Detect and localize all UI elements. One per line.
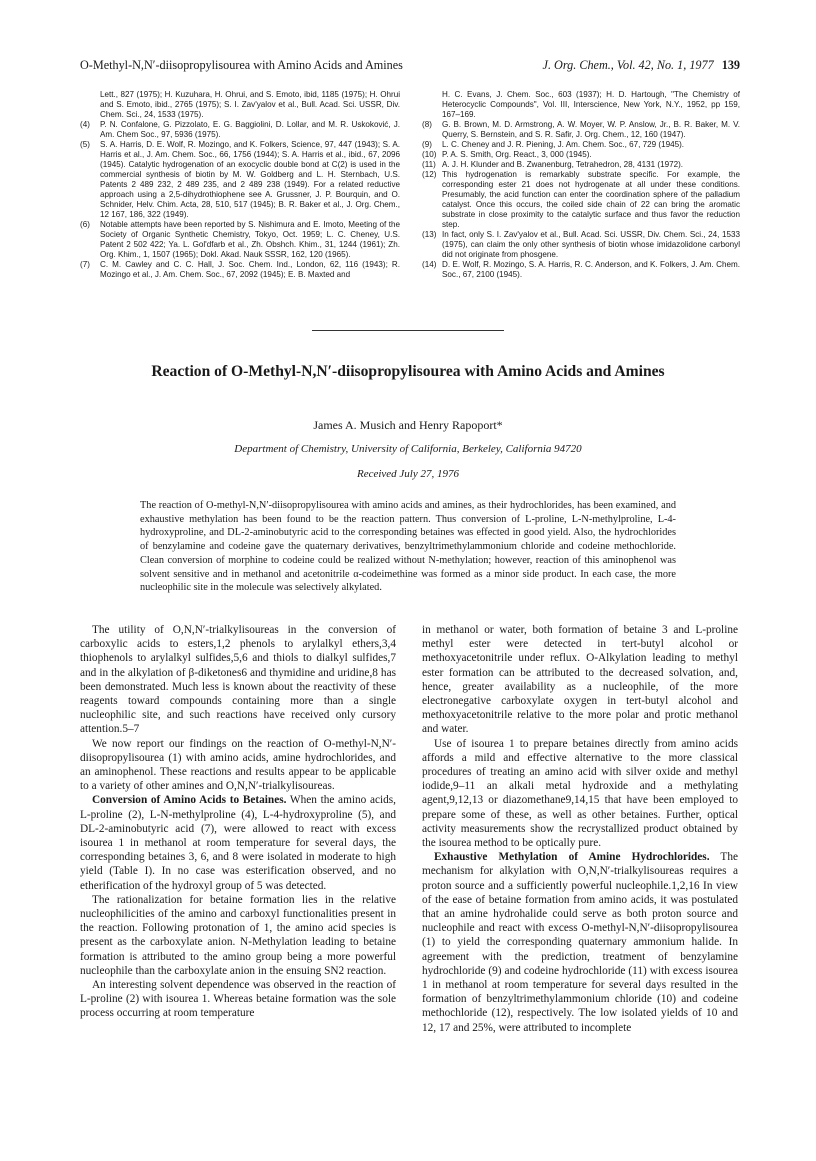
reference-text: C. M. Cawley and C. C. Hall, J. Soc. Chem. Ind., London, 62, 116 (1943); R. Mozingo et al., J. Am. Chem. Soc., 67, 2092 (1945); E. B. Maxted and bbox=[100, 260, 400, 279]
body-paragraph bbox=[422, 850, 738, 1035]
body-paragraph bbox=[80, 737, 396, 794]
paragraph-text: The rationalization for betaine formation lies in the relative nucleophilicities of the amino and carboxyl functionalities present in the reaction. Following protonation of 1, the amino acid species is present as the carboxylate anion. N-Methylation leading to betaine formation is attributed to the amino group being a more powerful nucleophile than the carboxylate anion in the ensuing SN2 reaction. bbox=[80, 893, 396, 977]
reference-item bbox=[422, 150, 740, 160]
reference-number bbox=[422, 90, 442, 120]
article-authors: James A. Musich and Henry Rapoport* bbox=[313, 418, 503, 432]
body-right-column bbox=[422, 623, 738, 1035]
paragraph-text: The mechanism for alkylation with O,N,N′-trialkylisoureas requires a proton source and a sufficiently powerful nucleophile.1,2,16 In view of the ease of betaine formation from amino acids, it was postulated that an amine hydrohalide could serve as both proton source and nucleophile and react with excess O-methyl-N,N′-diisopropylisourea (1) to yield the corresponding quaternary ammonium halide. In agreement with the prediction, treatment of benzylamine hydrochloride (9) and codeine hydrochloride (11) with excess isourea 1 in methanol at room temperature for several days resulted in the formation of benzyltrimethylammonium chloride (10) and codeine methochloride (12), respectively. The low isolated yields of 10 and 12, 17 and 25%, were attributed to incomplete bbox=[422, 851, 738, 1034]
section-divider bbox=[312, 330, 504, 331]
running-head bbox=[80, 58, 740, 76]
reference-number: (11) bbox=[422, 160, 436, 169]
reference-item bbox=[422, 120, 740, 140]
reference-text: Lett., 827 (1975); H. Kuzuhara, H. Ohrui, and S. Emoto, ibid, 1185 (1975); H. Ohrui and S. Emoto, ibid., 2765 (1975); S. I. Zav'yalov et al., Bull. Acad. Sci. USSR, Div. Chem. Sci., 24, 1533 (1975). bbox=[100, 90, 400, 119]
reference-text: P. N. Confalone, G. Pizzolato, E. G. Baggiolini, D. Lollar, and M. R. Uskoković, J. Am. Chem Soc., 97, 5936 (1975). bbox=[100, 120, 400, 139]
reference-item bbox=[422, 90, 740, 120]
abstract: The reaction of O-methyl-N,N′-diisopropylisourea with amino acids and amines, as their hydrochlorides, has been examined, and exhaustive methylation has been found to be the reaction pattern. Thus conversion of L-proline, L-N-methylproline, L-4-hydroxyproline, and DL-2-aminobutyric acid to the corresponding betaines was effected in good yield. Also, the hydrochlorides of benzylamine and codeine gave the quaternary derivatives, benzyltrimethylammonium chloride and codeine methochloride. Clean conversion of morphine to codeine could be realized without N-methylation; however, reaction of this aminophenol was solvent sensitive and in methanol and acetonitrile α-codeimethine was formed as a minor side product. In each case, the more nucleophilic site in the molecule was selectively alkylated. bbox=[140, 500, 676, 594]
article-title: Reaction of O-Methyl-N,N′-diisopropylisourea with Amino Acids and Amines bbox=[151, 363, 665, 380]
paragraph-text: The utility of O,N,N′-trialkylisoureas in the conversion of carboxylic acids to esters,1,2 phenols to arylalkyl ethers,3,4 thiophenols to arylalkyl sulfides,5,6 and thiols to dialkyl sulfides,7 and in the alkylation of β-diketones6 and thymidine and uridine,8 has been demonstrated. Much less is known about the reactivity of these reagents toward compounds containing more than a single nucleophilic site, and such reactions have received only cursory attention.5–7 bbox=[80, 624, 396, 736]
reference-number: (7) bbox=[80, 260, 90, 269]
received-date: Received July 27, 1976 bbox=[356, 468, 459, 480]
reference-item bbox=[422, 260, 740, 280]
body-paragraph bbox=[80, 893, 396, 978]
references-right-column bbox=[422, 90, 740, 280]
reference-text: H. C. Evans, J. Chem. Soc., 603 (1937); H. D. Hartough, "The Chemistry of Heterocyclic Compounds", Vol. III, Interscience, New York, N.Y., 1952, pp 159, 167–169. bbox=[442, 90, 740, 119]
reference-text: L. C. Cheney and J. R. Piening, J. Am. Chem. Soc., 67, 729 (1945). bbox=[442, 140, 685, 149]
reference-number: (13) bbox=[422, 230, 437, 239]
reference-item bbox=[422, 230, 740, 260]
reference-text: This hydrogenation is remarkably substrate specific. For example, the corresponding ester 21 does not hydrogenate at all under these conditions. Presumably, the acid function can enter the coordination sphere of the palladium catalyst. Once this occurs, the coiled side chain of 22 can bring the aromatic substrate in close proximity to the catalytic surface and thus favor the reduction step. bbox=[442, 170, 740, 229]
reference-number: (12) bbox=[422, 170, 437, 179]
reference-item bbox=[422, 160, 740, 170]
reference-item bbox=[80, 220, 400, 260]
reference-item bbox=[80, 120, 400, 140]
paragraph-heading: Exhaustive Methylation of Amine Hydrochlorides. bbox=[434, 851, 710, 864]
journal-citation: J. Org. Chem., Vol. 42, No. 1, 1977 bbox=[542, 58, 714, 72]
reference-number bbox=[80, 90, 100, 120]
body-paragraph bbox=[80, 978, 396, 1021]
reference-item bbox=[80, 140, 400, 220]
author-affiliation: Department of Chemistry, University of California, Berkeley, California 94720 bbox=[234, 443, 582, 455]
body-paragraph bbox=[80, 793, 396, 892]
running-head-journal bbox=[543, 58, 740, 73]
references-left-column bbox=[80, 90, 400, 280]
reference-text: S. A. Harris, D. E. Wolf, R. Mozingo, and K. Folkers, Science, 97, 447 (1943); S. A. Harris et al., J. Am. Chem. Soc., 66, 1756 (1944); S. A. Harris et al., ibid., 67, 2096 (1945). Catalytic hydrogenation of an exocyclic double bond at C(2) is used in the commercial synthesis of biotin by M. W. Goldberg and L. H. Sternbach, U.S. Patents 2 489 232, 2 489 235, and 2 489 238 (1949). For a related reductive approach using a 2,5-dihydrothiophene see A. Grussner, J. P. Bourquin, and O. Schnider, Helv. Chim. Acta, 28, 510, 517 (1945); B. R. Baker et al., J. Org. Chem., 12 167, 186, 322 (1949). bbox=[100, 140, 400, 219]
paragraph-text: We now report our findings on the reaction of O-methyl-N,N′-diisopropylisourea (1) with amino acids, amine hydrochlorides, and an aminophenol. These reactions and results appear to be applicable to a variety of other amines and O,N,N′-trialkylisoureas. bbox=[80, 737, 396, 793]
body-left-column bbox=[80, 623, 396, 1021]
page-number: 139 bbox=[721, 58, 740, 72]
reference-item bbox=[422, 170, 740, 230]
reference-item bbox=[422, 140, 740, 150]
reference-text: P. A. S. Smith, Org. React., 3, 000 (1945). bbox=[442, 150, 592, 159]
reference-number: (8) bbox=[422, 120, 432, 129]
running-head-title: O-Methyl-N,N′-diisopropylisourea with Amino Acids and Amines bbox=[80, 58, 403, 72]
body-paragraph bbox=[80, 623, 396, 737]
paragraph-text: in methanol or water, both formation of betaine 3 and L-proline methyl ester were detected in tert-butyl alcohol or methoxyacetonitrile under reflux. O-Alkylation leading to methyl ester formation can be attributed to the decreased solvation, and, hence, greater availability as a nucleophile, of the more electronegative carboxylate oxygen in tert-butyl alcohol and methoxyacetonitrile relative to the more polar and protic methanol and water. bbox=[422, 624, 738, 736]
reference-number: (9) bbox=[422, 140, 432, 149]
paragraph-text: When the amino acids, L-proline (2), L-N-methylproline (4), L-4-hydroxyproline (5), and DL-2-aminobutyric acid (7), were allowed to react with excess isourea 1 in methanol at room temperature for several days, the corresponding betaines 3, 6, and 8 were isolated in moderate to high yield (Table I). In no case was esterification observed, and no etherification of the hydroxyl group of 5 was detected. bbox=[80, 794, 397, 892]
reference-text: Notable attempts have been reported by S. Nishimura and E. Imoto, Meeting of the Society of Organic Synthetic Chemistry, Tokyo, Oct. 1959; L. C. Cheney, U.S. Patent 2 502 422; Ya. L. Gol'dfarb et al., Zh. Obshch. Khim., 31, 1244 (1961); Zh. Org. Khim., 1, 1507 (1965); Dokl. Akad. Nauk SSSR, 162, 120 (1965). bbox=[100, 220, 400, 259]
reference-number: (14) bbox=[422, 260, 437, 269]
reference-item bbox=[80, 90, 400, 120]
paragraph-text: Use of isourea 1 to prepare betaines directly from amino acids affords a mild and effective alternative to the more classical procedures of treating an amino acid with silver oxide and methyl iodide,9–11 an alkali metal hydroxide and a methylating agent,9,12,13 or diazomethane9,14,15 that have been employed to prepare some of these, as well as other betaines. Further, optical activity measurements show the recrystallized product obtained by the isourea method to be optically pure. bbox=[422, 737, 738, 850]
reference-number: (6) bbox=[80, 220, 90, 229]
reference-number: (4) bbox=[80, 120, 90, 129]
reference-number: (10) bbox=[422, 150, 437, 159]
reference-text: In fact, only S. I. Zav'yalov et al., Bull. Acad. Sci. USSR, Div. Chem. Sci., 24, 1533 (1975), can claim the only other synthesis of biotin whose imidazolidone carbonyl did not originate from phosgene. bbox=[442, 230, 740, 259]
reference-item bbox=[80, 260, 400, 280]
body-paragraph bbox=[422, 623, 738, 737]
paragraph-text: An interesting solvent dependence was observed in the reaction of L-proline (2) with isourea 1. Whereas betaine formation was the sole process occurring at room temperature bbox=[80, 979, 396, 1020]
reference-number: (5) bbox=[80, 140, 90, 149]
reference-text: A. J. H. Klunder and B. Zwanenburg, Tetrahedron, 28, 4131 (1972). bbox=[442, 160, 684, 169]
paragraph-heading: Conversion of Amino Acids to Betaines. bbox=[92, 794, 287, 807]
reference-text: D. E. Wolf, R. Mozingo, S. A. Harris, R. C. Anderson, and K. Folkers, J. Am. Chem. Soc., 67, 2100 (1945). bbox=[442, 260, 740, 279]
reference-text: G. B. Brown, M. D. Armstrong, A. W. Moyer, W. P. Anslow, Jr., B. R. Baker, M. V. Querry, S. Bernstein, and S. R. Safir, J. Org. Chem., 12, 160 (1947). bbox=[442, 120, 740, 139]
body-paragraph bbox=[422, 737, 738, 851]
